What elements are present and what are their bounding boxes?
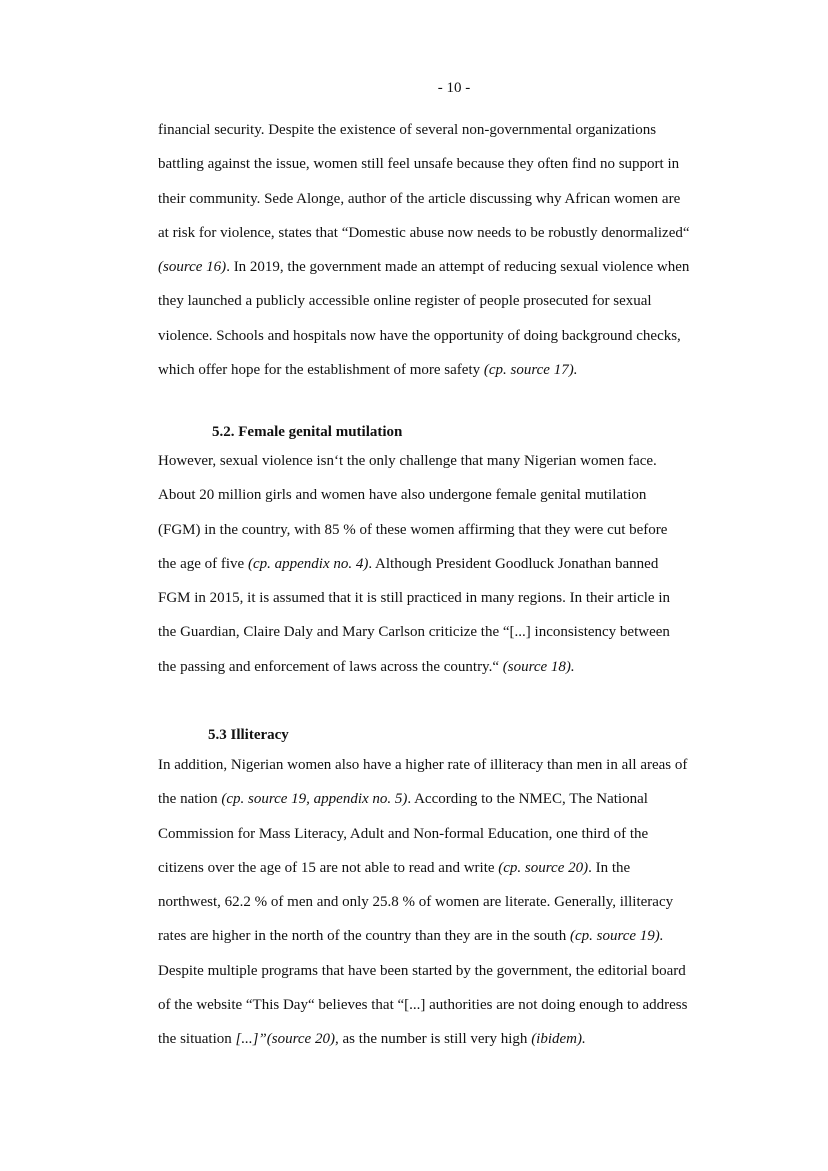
line-text: they launched a publicly accessible online register of people prosecuted for sexual <box>158 293 652 310</box>
line-text: . In the <box>588 859 631 876</box>
page-number: - 10 - <box>437 80 471 96</box>
text-line <box>158 615 758 649</box>
text-line <box>158 988 758 1022</box>
line-text: Commission for Mass Literacy, Adult and Non-formal Education, one third of the <box>158 825 649 842</box>
line-text: . In 2019, the government made an attempt of reducing sexual violence when <box>226 259 690 276</box>
line-text: In addition, Nigerian women also have a higher rate of illiteracy than men in all areas of <box>158 757 688 773</box>
text-line <box>158 319 758 353</box>
line-text: their community. Sede Alonge, author of the article discussing why African women are <box>158 190 681 207</box>
line-text: which offer hope for the establishment of more safety <box>158 362 484 379</box>
citation: (cp. source 19). <box>569 928 664 945</box>
text-line <box>158 581 758 615</box>
citation: [...]”(source 20) <box>235 1031 335 1048</box>
citation: (cp. source 19, appendix no. 5) <box>221 791 408 808</box>
citation: (source 16) <box>158 259 227 276</box>
line-text: the passing and enforcement of laws across the country.“ <box>158 658 503 675</box>
text-line <box>158 782 758 816</box>
text-line <box>158 478 758 512</box>
line-text: at risk for violence, states that “Domestic abuse now needs to be robustly denormalized“ <box>158 224 690 241</box>
line-text: the nation <box>158 791 222 808</box>
citation: (ibidem). <box>531 1031 586 1048</box>
text-line <box>158 216 758 250</box>
text-line <box>158 513 758 547</box>
text-line <box>158 954 758 988</box>
line-text: . According to the NMEC, The National <box>407 791 648 808</box>
line-text: battling against the issue, women still feel unsafe because they often find no support in <box>158 156 680 173</box>
line-text: violence. Schools and hospitals now have the opportunity of doing background checks, <box>158 327 681 344</box>
paragraph-domestic-violence <box>158 113 758 387</box>
text-line <box>158 147 758 181</box>
citation: (cp. appendix no. 4) <box>247 555 369 572</box>
section-heading-illiteracy: 5.3 Illiteracy <box>208 727 289 743</box>
line-text: However, sexual violence isn‘t the only challenge that many Nigerian women face. <box>158 453 657 469</box>
text-line <box>158 851 758 885</box>
line-text: of the website “This Day“ believes that “[...] authorities are not doing enough to address <box>158 997 688 1014</box>
text-line <box>158 113 758 147</box>
citation: (cp. source 17). <box>483 362 578 379</box>
line-text: the situation <box>158 1031 236 1048</box>
text-line <box>158 817 758 851</box>
line-text: the age of five <box>158 555 248 572</box>
citation: (cp. source 20) <box>498 859 589 876</box>
line-text: FGM in 2015, it is assumed that it is still practiced in many regions. In their article in <box>158 590 670 607</box>
line-text: Despite multiple programs that have been started by the government, the editorial board <box>158 962 686 979</box>
line-text: northwest, 62.2 % of men and only 25.8 % of women are literate. Generally, illiteracy <box>158 894 674 911</box>
text-line <box>158 1022 758 1056</box>
citation: (source 18). <box>502 658 575 675</box>
line-text: financial security. Despite the existence of several non-governmental organizations <box>158 122 657 138</box>
text-line <box>158 919 758 953</box>
text-line <box>158 650 758 684</box>
line-text: About 20 million girls and women have also undergone female genital mutilation <box>158 487 647 504</box>
text-line <box>158 353 758 387</box>
line-text: rates are higher in the north of the country than they are in the south <box>158 928 570 945</box>
paragraph-female-genital-mutilation <box>158 444 758 684</box>
text-line <box>158 444 758 478</box>
text-line <box>158 547 758 581</box>
line-text: . Although President Goodluck Jonathan banned <box>368 555 659 572</box>
text-line <box>158 250 758 284</box>
section-heading-female-genital-mutilation: 5.2. Female genital mutilation <box>212 424 403 440</box>
text-line <box>158 182 758 216</box>
text-line <box>158 885 758 919</box>
text-line <box>158 284 758 318</box>
paragraph-illiteracy <box>158 748 758 1057</box>
line-text: (FGM) in the country, with 85 % of these women affirming that they were cut before <box>158 521 668 538</box>
line-text: , as the number is still very high <box>334 1031 532 1048</box>
line-text: the Guardian, Claire Daly and Mary Carlson criticize the “[...] inconsistency between <box>158 624 670 641</box>
text-line <box>158 748 758 782</box>
line-text: citizens over the age of 15 are not able to read and write <box>158 859 499 876</box>
